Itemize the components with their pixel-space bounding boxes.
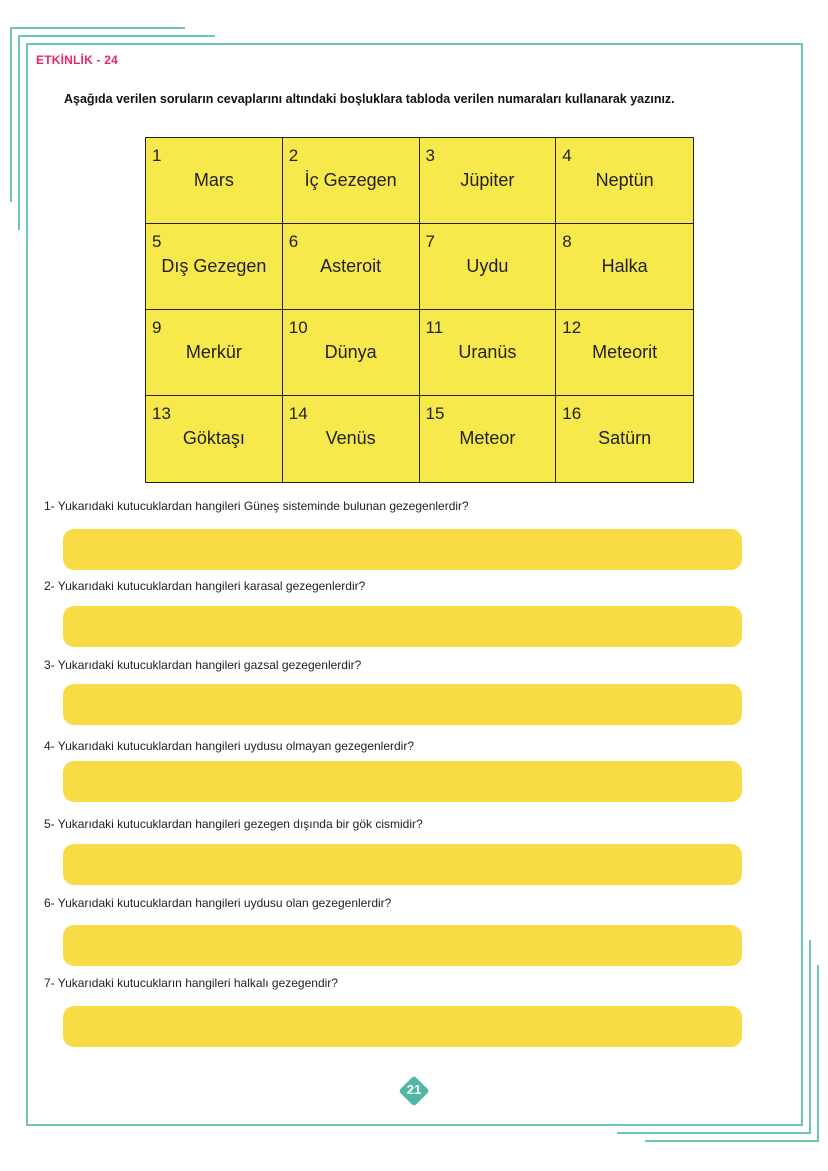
activity-title: ETKİNLİK - 24 <box>36 53 118 67</box>
cell-label: Satürn <box>598 428 652 448</box>
frame-line-right-outer <box>817 965 819 1141</box>
cell-number: 8 <box>562 232 572 251</box>
instruction-text: Aşağıda verilen soruların cevaplarını altındaki boşluklara tabloda verilen numaraları kullanarak yazınız. <box>64 92 675 106</box>
cell-label: Göktaşı <box>182 428 245 448</box>
cell-label: Mars <box>193 170 234 190</box>
question-7: 7- Yukarıdaki kutucukların hangileri halkalı gezegendir? <box>44 976 338 990</box>
table-cell <box>420 310 557 396</box>
cell-label: Meteor <box>459 428 516 448</box>
table-cell <box>420 224 557 310</box>
cell-label: Halka <box>601 256 648 276</box>
table-cell <box>283 396 420 482</box>
table-cell <box>146 138 283 224</box>
cell-number: 4 <box>562 146 572 165</box>
cell-number: 12 <box>562 318 582 337</box>
cell-number: 2 <box>288 146 299 165</box>
cell-label: Neptün <box>595 170 654 190</box>
question-6: 6- Yukarıdaki kutucuklardan hangileri uydusu olan gezegenlerdir? <box>44 896 392 910</box>
cell-label: Dış Gezegen <box>161 256 267 276</box>
question-3: 3- Yukarıdaki kutucuklardan hangileri gazsal gezegenlerdir? <box>44 658 362 672</box>
answer-box-1[interactable] <box>63 529 742 570</box>
question-4: 4- Yukarıdaki kutucuklardan hangileri uydusu olmayan gezegenlerdir? <box>44 739 415 753</box>
frame-line-top-outer <box>10 27 185 29</box>
cell-label: İç Gezegen <box>304 170 397 190</box>
table-cell <box>146 310 283 396</box>
answer-box-6[interactable] <box>63 925 742 966</box>
cell-label: Meteorit <box>592 342 658 362</box>
cell-number: 14 <box>288 404 308 423</box>
options-table <box>145 137 694 483</box>
page-number-badge <box>398 1075 430 1107</box>
question-1: 1- Yukarıdaki kutucuklardan hangileri Güneş sisteminde bulunan gezegenlerdir? <box>44 499 469 513</box>
table-cell <box>556 138 693 224</box>
question-5: 5- Yukarıdaki kutucuklardan hangileri gezegen dışında bir gök cismidir? <box>44 817 423 831</box>
question-2: 2- Yukarıdaki kutucuklardan hangileri karasal gezegenlerdir? <box>44 579 366 593</box>
cell-label: Dünya <box>324 342 377 362</box>
cell-label: Merkür <box>185 342 242 362</box>
cell-label: Uranüs <box>458 342 517 362</box>
cell-label: Uydu <box>466 256 509 276</box>
cell-label: Asteroit <box>320 256 382 276</box>
answer-box-3[interactable] <box>63 684 742 725</box>
frame-line-right-inner <box>809 940 811 1133</box>
cell-number: 1 <box>152 146 162 165</box>
cell-number: 6 <box>288 232 299 251</box>
frame-line-top-inner <box>18 35 215 37</box>
cell-number: 9 <box>152 318 162 337</box>
table-cell <box>556 310 693 396</box>
frame-line-left-inner <box>18 35 20 230</box>
table-cell <box>283 224 420 310</box>
cell-label: Jüpiter <box>460 170 515 190</box>
page-number: 21 <box>406 1082 422 1097</box>
cell-number: 13 <box>152 404 171 423</box>
table-cell <box>146 224 283 310</box>
table-cell <box>283 138 420 224</box>
cell-number: 15 <box>425 404 445 423</box>
table-cell <box>556 224 693 310</box>
answer-box-5[interactable] <box>63 844 742 885</box>
frame-border-bottom <box>26 1124 803 1126</box>
cell-label: Venüs <box>325 428 376 448</box>
frame-line-left-outer <box>10 27 12 202</box>
table-cell <box>420 396 557 482</box>
frame-line-bottom-inner <box>617 1132 811 1134</box>
cell-number: 10 <box>288 318 308 337</box>
frame-border-top <box>26 43 803 45</box>
table-cell <box>420 138 557 224</box>
cell-number: 16 <box>562 404 582 423</box>
frame-border-right <box>801 43 803 1126</box>
table-cell <box>146 396 283 482</box>
answer-box-4[interactable] <box>63 761 742 802</box>
frame-border-left <box>26 43 28 1126</box>
frame-line-bottom-outer <box>645 1140 819 1142</box>
cell-number: 5 <box>152 232 162 251</box>
cell-number: 3 <box>425 146 435 165</box>
table-cell <box>283 310 420 396</box>
cell-number: 7 <box>425 232 435 251</box>
cell-number: 11 <box>425 318 444 337</box>
table-cell <box>556 396 693 482</box>
answer-box-2[interactable] <box>63 606 742 647</box>
answer-box-7[interactable] <box>63 1006 742 1047</box>
